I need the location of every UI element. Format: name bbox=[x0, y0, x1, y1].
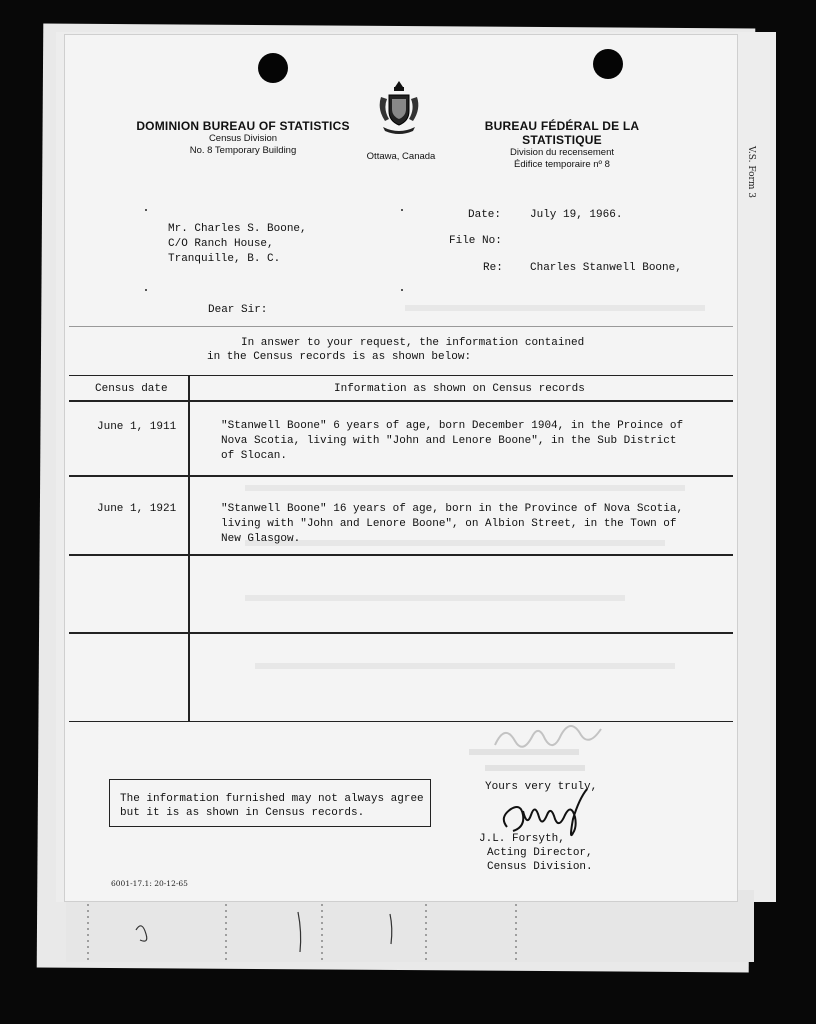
intro-line-1: In answer to your request, the information contained bbox=[241, 337, 585, 349]
census-date: June 1, 1911 bbox=[97, 421, 177, 433]
signatory-name: J.L. Forsyth, bbox=[479, 833, 565, 845]
file-number-label: File No: bbox=[449, 235, 502, 247]
form-side-label: V.S. Form 3 bbox=[746, 146, 756, 198]
margin-mark bbox=[145, 209, 147, 211]
census-date: June 1, 1921 bbox=[97, 503, 177, 515]
column-header-date: Census date bbox=[95, 383, 168, 395]
ghost-text bbox=[469, 749, 579, 755]
intro-line-2: in the Census records is as shown below: bbox=[207, 351, 472, 363]
margin-mark bbox=[401, 289, 403, 291]
fold-line bbox=[69, 326, 733, 327]
division-french: Division du recensement bbox=[509, 147, 615, 158]
building-english: No. 8 Temporary Building bbox=[189, 145, 297, 156]
coat-of-arms-icon bbox=[375, 79, 423, 139]
form-number: 6001-17.1: 20-12-65 bbox=[111, 879, 188, 888]
census-info-line: Nova Scotia, living with "John and Lenore Boone", in the Sub District bbox=[221, 435, 677, 447]
punch-hole-right bbox=[593, 49, 623, 79]
header-center bbox=[341, 151, 461, 163]
re-value: Charles Stanwell Boone, bbox=[530, 262, 682, 274]
census-info-line: New Glasgow. bbox=[221, 533, 301, 545]
disclaimer-line-2: but it is as shown in Census records. bbox=[120, 807, 365, 819]
column-header-info: Information as shown on Census records bbox=[334, 383, 585, 395]
ghost-text bbox=[405, 305, 705, 311]
margin-mark bbox=[401, 209, 403, 211]
census-info-line: "Stanwell Boone" 6 years of age, born December 1904, in the Proince of bbox=[221, 420, 684, 432]
salutation: Dear Sir: bbox=[208, 304, 268, 316]
census-table bbox=[69, 375, 733, 722]
header-right bbox=[447, 119, 677, 171]
column-divider bbox=[188, 376, 190, 721]
header-left bbox=[133, 119, 353, 157]
division-english: Census Division bbox=[208, 133, 278, 144]
re-label: Re: bbox=[483, 262, 503, 274]
bureau-name-english: DOMINION BUREAU OF STATISTICS bbox=[136, 119, 350, 133]
margin-mark bbox=[145, 289, 147, 291]
disclaimer-box bbox=[109, 779, 431, 827]
punch-hole-left bbox=[258, 53, 288, 83]
bureau-name-french: BUREAU FÉDÉRAL DE LA STATISTIQUE bbox=[484, 119, 640, 147]
letter-page bbox=[64, 34, 738, 902]
census-info-line: living with "John and Lenore Boone", on Albion Street, in the Town of bbox=[221, 518, 677, 530]
complimentary-close: Yours very truly, bbox=[485, 781, 598, 793]
row-rule bbox=[69, 632, 733, 634]
date-label: Date: bbox=[468, 209, 502, 221]
address-line-2: C/O Ranch House, bbox=[168, 238, 274, 250]
signatory-title: Acting Director, bbox=[487, 847, 593, 859]
row-rule bbox=[69, 475, 733, 477]
header-rule bbox=[69, 400, 733, 402]
disclaimer-line-1: The information furnished may not always agree bbox=[120, 793, 424, 805]
census-info-line: of Slocan. bbox=[221, 450, 288, 462]
address-line-3: Tranquille, B. C. bbox=[168, 253, 281, 265]
census-info-line: "Stanwell Boone" 16 years of age, born in the Province of Nova Scotia, bbox=[221, 503, 684, 515]
address-line-1: Mr. Charles S. Boone, bbox=[168, 223, 307, 235]
ghost-text bbox=[485, 765, 585, 771]
date-value: July 19, 1966. bbox=[530, 209, 623, 221]
city: Ottawa, Canada bbox=[366, 151, 436, 162]
building-french: Édifice temporaire nº 8 bbox=[514, 159, 610, 170]
signatory-division: Census Division. bbox=[487, 861, 593, 873]
ghost-signature bbox=[485, 715, 635, 765]
row-rule bbox=[69, 554, 733, 556]
